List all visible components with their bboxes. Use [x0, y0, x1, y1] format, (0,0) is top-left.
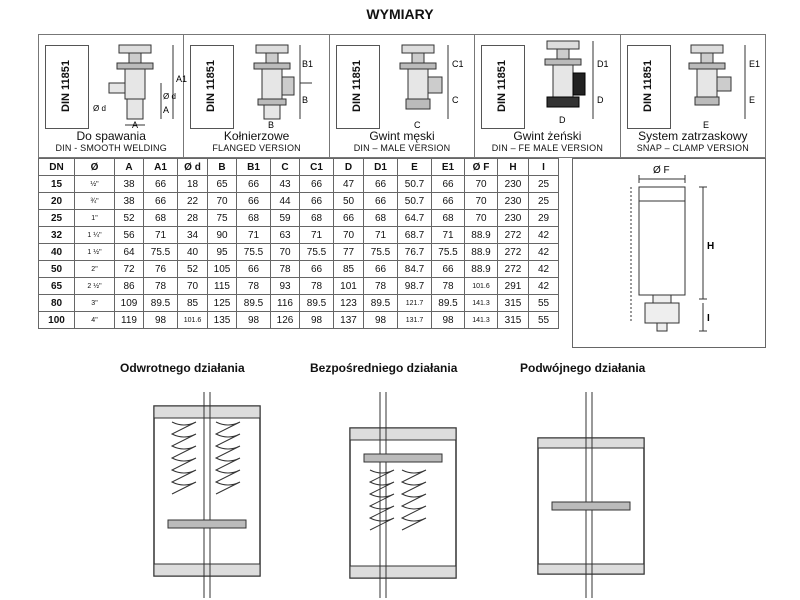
- table-cell: 121.7: [398, 295, 432, 312]
- table-cell: 29: [529, 210, 559, 227]
- table-cell: 66: [300, 261, 334, 278]
- dn-cell: 25: [39, 210, 75, 227]
- column-header: I: [529, 159, 559, 176]
- label-c1: C1: [451, 59, 464, 69]
- dn-cell: 80: [39, 295, 75, 312]
- table-cell: ¾": [75, 193, 115, 210]
- version-panel-flanged: [184, 35, 329, 157]
- table-cell: 2 ½": [75, 278, 115, 295]
- table-cell: 66: [300, 176, 334, 193]
- version-panel-snap: [621, 35, 765, 157]
- table-cell: 137: [334, 312, 364, 329]
- version-panel-male: [330, 35, 475, 157]
- table-row: [39, 193, 559, 210]
- table-cell: 43: [271, 176, 300, 193]
- table-cell: 40: [178, 244, 208, 261]
- table-cell: 76.7: [398, 244, 432, 261]
- label-b-bottom: B: [268, 120, 275, 130]
- version-panel-welding: [39, 35, 188, 157]
- table-cell: 89.5: [144, 295, 178, 312]
- table-cell: 75.5: [364, 244, 398, 261]
- table-cell: 71: [237, 227, 271, 244]
- table-cell: 78: [432, 278, 465, 295]
- table-cell: 89.5: [432, 295, 465, 312]
- label-e-bottom: E: [702, 120, 709, 130]
- table-cell: ½": [75, 176, 115, 193]
- table-cell: 47: [334, 176, 364, 193]
- table-cell: 315: [498, 312, 529, 329]
- table-cell: 68.7: [398, 227, 432, 244]
- version-name: Gwint męski: [369, 129, 435, 143]
- table-cell: 93: [271, 278, 300, 295]
- table-cell: 88.9: [465, 261, 498, 278]
- table-cell: 34: [178, 227, 208, 244]
- table-cell: 115: [208, 278, 237, 295]
- table-cell: 98: [432, 312, 465, 329]
- table-cell: 75.5: [300, 244, 334, 261]
- table-cell: 76: [144, 261, 178, 278]
- version-name: Kołnierzowe: [223, 129, 290, 143]
- table-cell: 38: [115, 193, 144, 210]
- table-cell: 70: [208, 193, 237, 210]
- column-header: Ø F: [465, 159, 498, 176]
- valve-snap-drawing: [673, 37, 765, 129]
- table-cell: 88.9: [465, 244, 498, 261]
- version-panels: [38, 34, 766, 158]
- column-header: C1: [300, 159, 334, 176]
- label-h: H: [707, 241, 715, 252]
- table-cell: 66: [237, 193, 271, 210]
- table-cell: 89.5: [300, 295, 334, 312]
- table-row: [39, 295, 559, 312]
- table-cell: 89.5: [364, 295, 398, 312]
- table-cell: 50: [334, 193, 364, 210]
- table-cell: 1 ½": [75, 244, 115, 261]
- table-cell: 63: [271, 227, 300, 244]
- actuator-dimension-diagram: [572, 158, 766, 348]
- column-header: Ø: [75, 159, 115, 176]
- label-i: I: [707, 313, 710, 324]
- column-header: B: [208, 159, 237, 176]
- table-cell: 98: [364, 312, 398, 329]
- table-cell: 75.5: [144, 244, 178, 261]
- table-cell: 66: [300, 193, 334, 210]
- table-cell: 88.9: [465, 227, 498, 244]
- din-label: DIN 11851: [60, 60, 73, 112]
- dn-cell: 65: [39, 278, 75, 295]
- table-cell: 59: [271, 210, 300, 227]
- dn-cell: 20: [39, 193, 75, 210]
- table-cell: 272: [498, 261, 529, 278]
- table-cell: 28: [178, 210, 208, 227]
- table-cell: 22: [178, 193, 208, 210]
- table-cell: 71: [300, 227, 334, 244]
- table-cell: 78: [364, 278, 398, 295]
- table-cell: 291: [498, 278, 529, 295]
- din-label: DIN 11851: [641, 60, 654, 112]
- table-cell: 68: [300, 210, 334, 227]
- din-label: DIN 11851: [496, 60, 509, 112]
- table-row: [39, 278, 559, 295]
- table-cell: 68: [364, 210, 398, 227]
- dn-cell: 40: [39, 244, 75, 261]
- table-cell: 272: [498, 227, 529, 244]
- table-cell: 70: [178, 278, 208, 295]
- version-subtitle: FLANGED VERSION: [212, 143, 301, 153]
- table-cell: 1": [75, 210, 115, 227]
- valve-female-drawing: [527, 37, 619, 129]
- table-cell: 101.6: [465, 278, 498, 295]
- table-cell: 116: [271, 295, 300, 312]
- table-cell: 98.7: [398, 278, 432, 295]
- table-cell: 101.6: [178, 312, 208, 329]
- actuator-outline-drawing: [573, 159, 765, 347]
- table-cell: 98: [300, 312, 334, 329]
- label-c-bottom: C: [413, 120, 421, 130]
- dimensions-table: [38, 158, 559, 329]
- table-row: [39, 176, 559, 193]
- table-cell: 4": [75, 312, 115, 329]
- column-header: E: [398, 159, 432, 176]
- column-header: C: [271, 159, 300, 176]
- table-cell: 56: [115, 227, 144, 244]
- dn-cell: 32: [39, 227, 75, 244]
- section-title-reverse: Odwrotnego działania: [120, 361, 245, 375]
- table-cell: 78: [237, 278, 271, 295]
- version-name: Gwint żeński: [513, 129, 582, 143]
- table-cell: 42: [529, 227, 559, 244]
- table-row: [39, 312, 559, 329]
- valve-welding-drawing: [91, 37, 188, 130]
- table-cell: 75.5: [432, 244, 465, 261]
- dn-cell: 100: [39, 312, 75, 329]
- label-a-side: A: [163, 105, 170, 115]
- table-cell: 50.7: [398, 193, 432, 210]
- table-cell: 77: [334, 244, 364, 261]
- table-cell: 42: [529, 278, 559, 295]
- section-title-double: Podwójnego działania: [520, 361, 646, 375]
- table-cell: 64.7: [398, 210, 432, 227]
- table-cell: 18: [178, 176, 208, 193]
- table-cell: 85: [334, 261, 364, 278]
- table-cell: 70: [271, 244, 300, 261]
- table-cell: 98: [237, 312, 271, 329]
- table-cell: 135: [208, 312, 237, 329]
- table-cell: 119: [115, 312, 144, 329]
- table-cell: 66: [364, 261, 398, 278]
- table-cell: 70: [465, 210, 498, 227]
- table-cell: 85: [178, 295, 208, 312]
- table-cell: 70: [465, 176, 498, 193]
- valve-male-drawing: [382, 37, 474, 129]
- table-cell: 75: [208, 210, 237, 227]
- label-b1: B1: [302, 59, 314, 69]
- table-cell: 42: [529, 261, 559, 278]
- column-header: D1: [364, 159, 398, 176]
- table-cell: 101: [334, 278, 364, 295]
- column-header: H: [498, 159, 529, 176]
- table-cell: 98: [144, 312, 178, 329]
- direct-action-drawing: [342, 392, 464, 598]
- table-cell: 66: [432, 193, 465, 210]
- table-cell: 68: [432, 210, 465, 227]
- table-row: [39, 244, 559, 261]
- table-cell: 66: [432, 261, 465, 278]
- table-cell: 95: [208, 244, 237, 261]
- table-cell: 52: [115, 210, 144, 227]
- double-action-drawing: [530, 392, 652, 598]
- label-f: Ø F: [653, 165, 670, 176]
- version-subtitle: DIN – MALE VERSION: [353, 143, 451, 153]
- table-header-row: [39, 159, 559, 176]
- table-cell: 141.3: [465, 312, 498, 329]
- table-cell: 78: [271, 261, 300, 278]
- table-cell: 66: [237, 176, 271, 193]
- column-header: A: [115, 159, 144, 176]
- page-title: WYMIARY: [366, 6, 434, 22]
- table-cell: 84.7: [398, 261, 432, 278]
- column-header: B1: [237, 159, 271, 176]
- label-a-bottom: A: [132, 120, 139, 130]
- label-a1: A1: [176, 74, 188, 84]
- column-header: D: [334, 159, 364, 176]
- table-cell: 230: [498, 193, 529, 210]
- table-cell: 71: [144, 227, 178, 244]
- table-cell: 71: [364, 227, 398, 244]
- table-cell: 55: [529, 312, 559, 329]
- table-cell: 66: [364, 176, 398, 193]
- table-cell: 52: [178, 261, 208, 278]
- table-cell: 66: [334, 210, 364, 227]
- table-cell: 78: [144, 278, 178, 295]
- table-cell: 55: [529, 295, 559, 312]
- table-cell: 72: [115, 261, 144, 278]
- table-cell: 68: [144, 210, 178, 227]
- table-cell: 66: [237, 261, 271, 278]
- reverse-action-drawing: [146, 392, 268, 598]
- column-header: E1: [432, 159, 465, 176]
- table-cell: 66: [144, 193, 178, 210]
- table-cell: 105: [208, 261, 237, 278]
- table-cell: 2": [75, 261, 115, 278]
- table-cell: 75.5: [237, 244, 271, 261]
- table-cell: 71: [432, 227, 465, 244]
- table-cell: 70: [465, 193, 498, 210]
- table-cell: 64: [115, 244, 144, 261]
- table-row: [39, 261, 559, 278]
- table-cell: 131.7: [398, 312, 432, 329]
- table-cell: 86: [115, 278, 144, 295]
- label-d-left: Ø d: [93, 104, 106, 113]
- version-panel-female: [475, 35, 620, 157]
- label-e1: E1: [748, 59, 760, 69]
- table-cell: 141.3: [465, 295, 498, 312]
- label-d1: D1: [597, 59, 609, 69]
- table-cell: 272: [498, 244, 529, 261]
- table-cell: 90: [208, 227, 237, 244]
- table-cell: 68: [237, 210, 271, 227]
- table-cell: 66: [432, 176, 465, 193]
- label-d-bottom: D: [559, 115, 566, 125]
- version-subtitle: DIN - SMOOTH WELDING: [55, 143, 167, 153]
- table-cell: 230: [498, 176, 529, 193]
- table-cell: 3": [75, 295, 115, 312]
- table-cell: 66: [364, 193, 398, 210]
- din-label: DIN 11851: [205, 60, 218, 112]
- table-cell: 38: [115, 176, 144, 193]
- label-e-side: E: [748, 95, 755, 105]
- table-cell: 42: [529, 244, 559, 261]
- table-cell: 25: [529, 176, 559, 193]
- label-d-top: Ø d: [163, 92, 176, 101]
- table-cell: 44: [271, 193, 300, 210]
- table-cell: 125: [208, 295, 237, 312]
- version-name: System zatrzaskowy: [638, 129, 748, 143]
- table-cell: 315: [498, 295, 529, 312]
- table-cell: 65: [208, 176, 237, 193]
- label-c-side: C: [451, 95, 459, 105]
- version-subtitle: DIN – FE MALE VERSION: [491, 143, 604, 153]
- table-row: [39, 210, 559, 227]
- table-cell: 1 ¼": [75, 227, 115, 244]
- table-cell: 25: [529, 193, 559, 210]
- table-cell: 230: [498, 210, 529, 227]
- table-cell: 109: [115, 295, 144, 312]
- table-cell: 123: [334, 295, 364, 312]
- label-d-side: D: [597, 95, 604, 105]
- version-name: Do spawania: [76, 129, 146, 143]
- section-title-direct: Bezpośredniego działania: [310, 361, 458, 375]
- table-cell: 66: [144, 176, 178, 193]
- table-cell: 126: [271, 312, 300, 329]
- table-cell: 70: [334, 227, 364, 244]
- table-cell: 50.7: [398, 176, 432, 193]
- column-header: DN: [39, 159, 75, 176]
- table-cell: 78: [300, 278, 334, 295]
- column-header: Ø d: [178, 159, 208, 176]
- version-subtitle: SNAP – CLAMP VERSION: [636, 143, 749, 153]
- table-cell: 89.5: [237, 295, 271, 312]
- column-header: A1: [144, 159, 178, 176]
- table-body: [39, 176, 559, 329]
- table-row: [39, 227, 559, 244]
- din-label: DIN 11851: [350, 60, 363, 112]
- dn-cell: 50: [39, 261, 75, 278]
- valve-flanged-drawing: [236, 37, 328, 129]
- label-b-side: B: [302, 95, 309, 105]
- dn-cell: 15: [39, 176, 75, 193]
